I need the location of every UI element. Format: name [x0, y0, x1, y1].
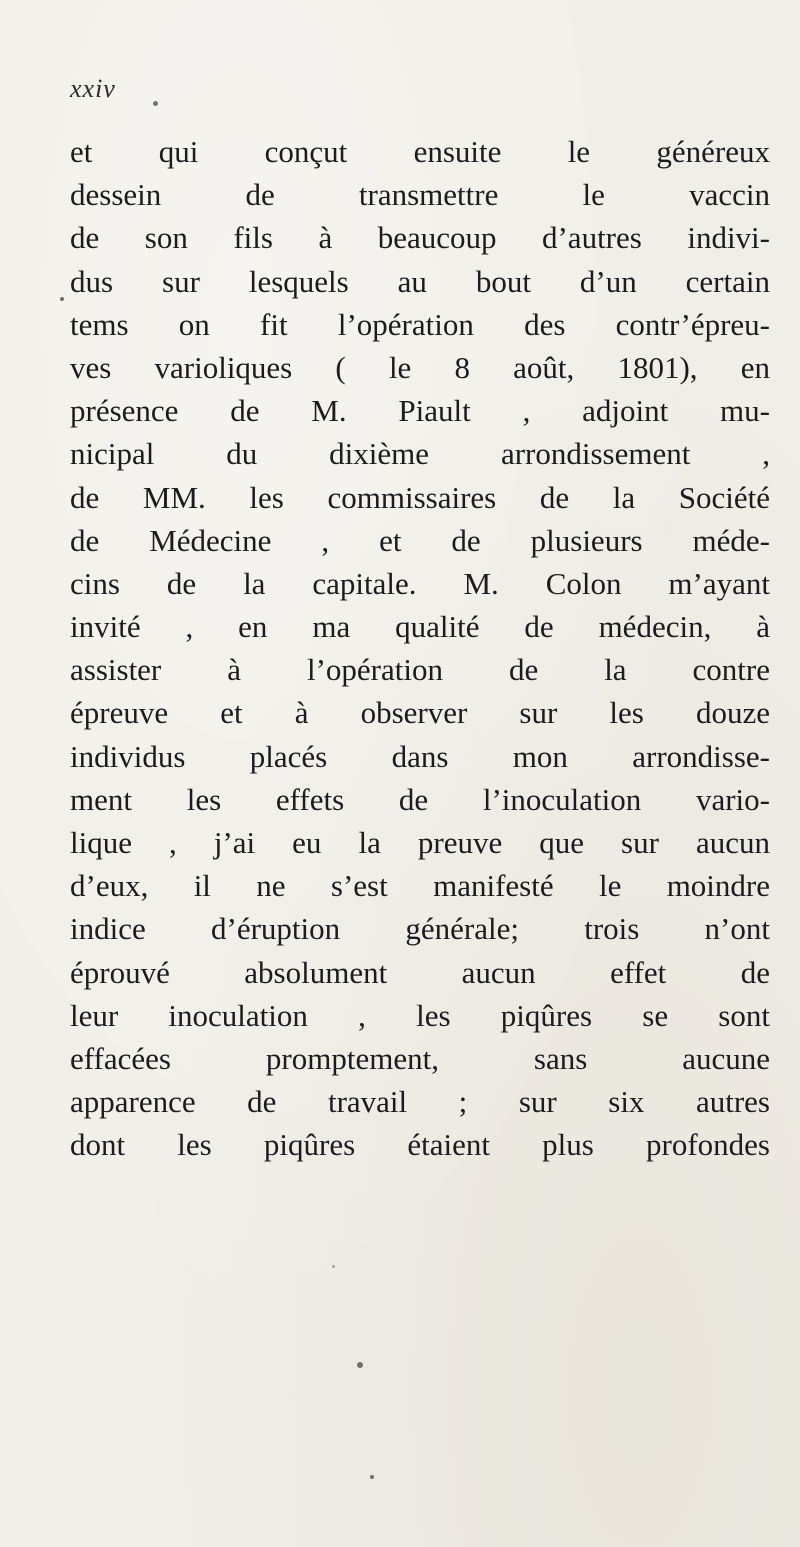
- text-line: nicipal du dixième arrondissement ,: [70, 436, 770, 472]
- text-line: présence de M. Piault , adjoint mu-: [70, 393, 770, 429]
- text-line: de Médecine , et de plusieurs méde-: [70, 522, 770, 558]
- paper-speck: [332, 1265, 335, 1268]
- text-line: cins de la capitale. M. Colon m’ayant: [70, 565, 770, 601]
- text-line: ment les effets de l’inoculation vario-: [70, 781, 770, 817]
- text-line: de MM. les commissaires de la Société: [70, 479, 770, 515]
- text-line: assister à l’opération de la contre: [70, 652, 770, 688]
- paper-speck: [357, 1362, 363, 1368]
- text-line: tems on fit l’opération des contr’épreu-: [70, 306, 770, 342]
- text-line: apparence de travail ; sur six autres: [70, 1084, 770, 1120]
- text-line: dont les piqûres étaient plus profondes: [70, 1127, 770, 1163]
- paper-speck: [60, 297, 64, 301]
- text-line: lique , j’ai eu la preuve que sur aucun: [70, 825, 770, 860]
- paper-speck: [370, 1475, 374, 1479]
- text-line: leur inoculation , les piqûres se sont: [70, 997, 770, 1033]
- text-line: ves varioliques ( le 8 août, 1801), en: [70, 349, 770, 385]
- text-line: dus sur lesquels au bout d’un certain: [70, 263, 770, 299]
- text-line: invité , en ma qualité de médecin, à: [70, 609, 770, 645]
- text-line: dessein de transmettre le vaccin: [70, 177, 770, 213]
- text-line: d’eux, il ne s’est manifesté le moindre: [70, 868, 770, 904]
- text-line: de son fils à beaucoup d’autres indivi-: [70, 220, 770, 256]
- paper-speck: [153, 101, 158, 106]
- text-line: épreuve et à observer sur les douze: [70, 695, 770, 731]
- text-line: effacées promptement, sans aucune: [70, 1040, 770, 1076]
- page-number: xxiv: [70, 74, 116, 103]
- text-line: et qui conçut ensuite le généreux: [70, 134, 770, 169]
- text-line: indice d’éruption générale; trois n’ont: [70, 911, 770, 947]
- text-line: éprouvé absolument aucun effet de: [70, 954, 770, 990]
- text-line: individus placés dans mon arrondisse-: [70, 738, 770, 774]
- body-text: [70, 130, 770, 1167]
